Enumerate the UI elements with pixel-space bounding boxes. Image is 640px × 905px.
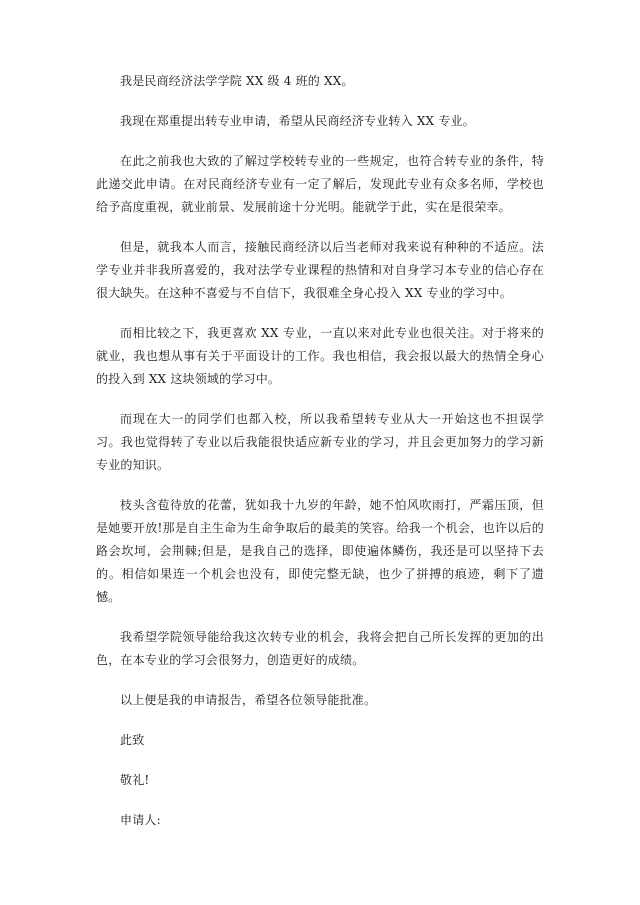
paragraph-intro: 我是民商经济法学学院 XX 级 4 班的 XX。 xyxy=(120,74,354,88)
paragraph-hope: 我希望学院领导能给我这次转专业的机会，我将会把自己所长发挥的更加的出色，在本专业的学习会很努力，创造更好的成绩。 xyxy=(96,630,544,667)
paragraph-metaphor: 枝头含苞待放的花蕾，犹如我十九岁的年龄，她不怕风吹雨打，严霜压顶，但是她要开放!那是自主生命为生命争取后的最美的笑容。给我一个机会，也许以后的路会坎坷，会荆棘;但是，是我自己的选择，即使遍体鳞伤，我还是可以坚持下去的。相信如果连一个机会也没有，即使完整无缺，也少了拼搏的痕迹，剩下了遗憾。 xyxy=(96,498,544,604)
closing-regards: 敬礼! xyxy=(120,773,150,787)
paragraph-request: 我现在郑重提出转专业申请，希望从民商经济专业转入 XX 专业。 xyxy=(120,114,475,128)
paragraph-preference: 而相比较之下，我更喜欢 XX 专业，一直以来对此专业也很关注。对于将来的就业，我也想从事有关于平面设计的工作。我也相信，我会报以最大的热情全身心的投入到 XX 这块领域的学习中。 xyxy=(96,326,544,386)
paragraph-conclusion: 以上便是我的申请报告，希望各位领导能批准。 xyxy=(120,693,377,707)
paragraph-reason: 但是，就我本人而言，接触民商经济以后当老师对我来说有种种的不适应。法学专业并非我所喜爱的，我对法学专业课程的热情和对自身学习本专业的信心存在很大缺失。在这种不喜爱与不自信下，我很难全身心投入 XX 专业的学习中。 xyxy=(96,240,544,300)
applicant-signature-label: 申请人: xyxy=(120,813,161,827)
closing-salutation: 此致 xyxy=(120,733,145,747)
document-page xyxy=(96,70,544,849)
paragraph-timing: 而现在大一的同学们也都入校，所以我希望转专业从大一开始这也不担误学习。我也觉得转了专业以后我能很快适应新专业的学习，并且会更加努力的学习新专业的知识。 xyxy=(96,412,544,472)
paragraph-background: 在此之前我也大致的了解过学校转专业的一些规定，也符合转专业的条件，特此递交此申请。在对民商经济专业有一定了解后，发现此专业有众多名师，学校也给予高度重视，就业前景、发展前途十分光明。能就学于此，实在是很荣幸。 xyxy=(96,154,544,214)
